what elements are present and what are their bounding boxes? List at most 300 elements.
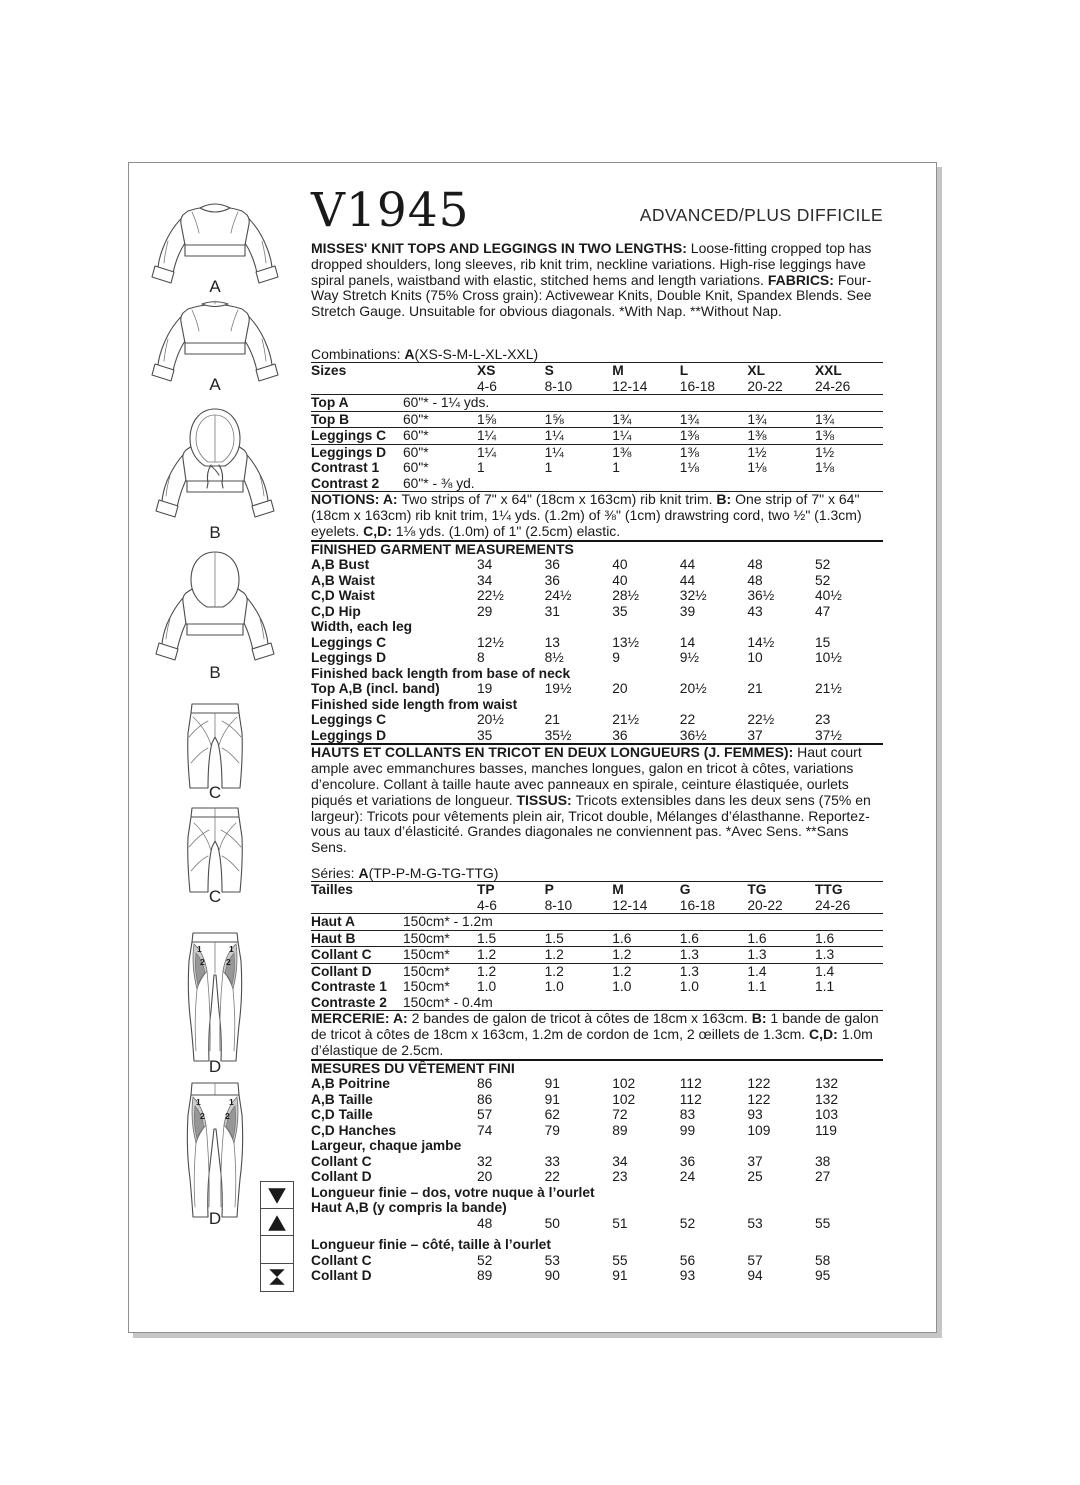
table-row <box>311 1092 883 1108</box>
row-label: C,D Taille <box>311 1107 373 1123</box>
row-label: Haut B <box>311 930 356 946</box>
yardage-span-value: 60"* - ⅜ yd. <box>403 475 475 491</box>
row-label: Leggings D <box>311 650 387 666</box>
measurement-value: 102 <box>612 1091 636 1107</box>
text-segment: Loose-fitting cropped top has dropped shoulders, long sleeves, rib knit trim, neckline variations. High-rise leggings have spiral panels, waistband with elastic, stitched hems and length variations. <box>311 240 872 288</box>
panel-number: 2 <box>226 957 231 967</box>
sketch-top-a-back <box>149 291 281 394</box>
measurement-value: 35½ <box>544 727 572 743</box>
measurement-value: 24 <box>679 1169 696 1185</box>
finished-measurements-title-en: FINISHED GARMENT MEASUREMENTS <box>311 540 574 557</box>
size-column-header <box>747 882 815 913</box>
row-label: Collant C <box>311 947 372 963</box>
measurement-value: 90 <box>544 1268 560 1284</box>
text-segment: Two strips of 7" x 64" (18cm x 163cm) rib knit trim. <box>401 491 717 508</box>
table-row <box>311 1123 883 1139</box>
text-segment: A: <box>382 491 402 508</box>
row-label: Leggings C <box>311 428 387 444</box>
yardage-value: 1.4 <box>814 963 835 979</box>
garment-view-label: D <box>208 1209 222 1228</box>
measurement-value: 72 <box>612 1107 628 1123</box>
yardage-value: 1.1 <box>747 979 767 995</box>
leggings-c-back-drawing <box>149 803 281 899</box>
down-triangle-icon <box>260 1181 294 1210</box>
cropped-hoodie-front-drawing <box>149 406 281 541</box>
size-header-label: Tailles <box>311 882 353 898</box>
measurement-value: 23 <box>814 712 831 728</box>
measurement-value: 50 <box>544 1215 560 1231</box>
yardage-value: 1 <box>612 460 620 476</box>
table-row <box>311 1138 883 1154</box>
yardage-table-french <box>311 881 883 1011</box>
yardage-value: 1¼ <box>544 428 564 444</box>
size-range: 4-6 <box>477 897 497 913</box>
measurement-value: 51 <box>612 1215 628 1231</box>
measurement-value: 112 <box>679 1076 702 1092</box>
measurement-value: 37½ <box>814 727 842 743</box>
panel-number: 1 <box>197 944 202 954</box>
table-row <box>311 964 883 980</box>
size-code: TP <box>477 882 495 898</box>
size-range: 8-10 <box>544 378 573 394</box>
measurement-value: 34 <box>477 572 493 588</box>
size-range: 4-6 <box>477 378 497 394</box>
pattern-envelope-back <box>128 162 937 1333</box>
yardage-value: 1.6 <box>814 930 835 946</box>
size-range: 20-22 <box>747 378 783 394</box>
text-segment: One strip of 7" x 64" (18cm x 163cm) rib knit trim, 1¼ yds. (1.2m) of ⅜" (1cm) drawstring cord, two ½" (1.3cm) eyelets. <box>311 491 862 540</box>
fabric-width: 60"* <box>403 460 429 476</box>
row-label: Haut A <box>311 914 355 930</box>
row-label: Leggings C <box>311 712 387 728</box>
row-label: C,D Hip <box>311 603 361 619</box>
table-row <box>311 947 883 963</box>
sketch-hoodie-b-back <box>149 549 281 681</box>
size-range: 24-26 <box>814 897 851 913</box>
text-segment: 1.0m d’élastique de 2.5cm. <box>311 1026 873 1059</box>
yardage-value: 1.3 <box>814 947 835 963</box>
size-header-label: Sizes <box>311 363 347 379</box>
measurement-value: 52 <box>814 557 831 573</box>
row-label: Top A <box>311 395 349 411</box>
yardage-value: 1.4 <box>747 963 767 979</box>
measurement-value: 55 <box>612 1252 628 1268</box>
measurement-value: 14 <box>679 634 696 650</box>
yardage-value: 1⅛ <box>679 460 699 476</box>
size-column-header <box>680 363 748 394</box>
measurement-value: 13½ <box>612 634 640 650</box>
measurement-value: 36 <box>679 1153 696 1169</box>
measurement-value: 35 <box>477 727 493 743</box>
table-row <box>311 460 883 476</box>
yardage-value: 1¾ <box>814 411 835 427</box>
measurement-value: 109 <box>747 1122 771 1138</box>
text-segment: Combinations: <box>311 345 405 362</box>
garment-view-label: A <box>209 277 221 296</box>
masthead <box>311 183 883 238</box>
size-range: 16-18 <box>679 378 716 394</box>
measurement-value: 52 <box>814 572 831 588</box>
table-row <box>311 1076 883 1092</box>
row-label: C,D Waist <box>311 588 375 604</box>
garment-view-label: A <box>209 375 221 394</box>
size-code: G <box>679 882 691 898</box>
measurement-value: 79 <box>544 1122 560 1138</box>
text-segment: HAUTS ET COLLANTS EN TRICOT EN DEUX LONGUEURS (J. FEMMES): <box>311 744 798 761</box>
size-column-header <box>612 363 680 394</box>
measurement-value: 10 <box>747 650 763 666</box>
yardage-value: 1.0 <box>679 979 699 995</box>
measurement-value: 12½ <box>477 634 504 650</box>
measurement-value: 103 <box>814 1107 838 1123</box>
section-label: Finished side length from waist <box>311 696 518 712</box>
measurement-value: 93 <box>679 1268 696 1284</box>
nap-symbol-legend <box>260 1181 294 1292</box>
measurement-value: 21 <box>747 681 763 697</box>
measurement-value: 20 <box>612 681 628 697</box>
yardage-value: 1.6 <box>612 930 632 946</box>
yardage-value: 1⅜ <box>612 444 632 460</box>
size-range: 16-18 <box>679 897 716 913</box>
measurement-value: 122 <box>747 1091 771 1107</box>
table-row <box>311 650 883 666</box>
table-row <box>311 573 883 589</box>
measurement-value: 8 <box>477 650 485 666</box>
text-segment: Tricots extensibles dans les deux sens (75% en largeur): Tricots pour vêtements plein air, Tricot double, Mélanges d’élasthanne. Reportez-vous au taux d’élasticité. Grandes diagonales ne conviennent pas. *Avec Sens. **Sans Sens. <box>311 791 871 856</box>
notions-paragraph <box>311 492 883 539</box>
sketch-leggings-c-front <box>149 699 281 802</box>
measurement-value: 23 <box>612 1169 628 1185</box>
measurement-value: 34 <box>477 557 493 573</box>
size-column-header <box>815 882 883 913</box>
panel-number: 1 <box>229 1097 234 1107</box>
row-label: Contraste 1 <box>311 979 387 995</box>
table-row <box>311 428 883 444</box>
measurement-value: 102 <box>612 1076 636 1092</box>
measurement-value: 58 <box>814 1252 831 1268</box>
size-range: 12-14 <box>612 897 648 913</box>
measurement-value: 25 <box>747 1169 763 1185</box>
size-column-header <box>612 882 680 913</box>
measurement-value: 94 <box>747 1268 763 1284</box>
measurement-value: 21 <box>544 712 560 728</box>
measurement-value: 53 <box>747 1215 763 1231</box>
yardage-value: 1.2 <box>477 947 497 963</box>
yardage-value: 1⅜ <box>679 444 699 460</box>
measurement-value: 35 <box>612 603 628 619</box>
measurement-value: 89 <box>477 1268 493 1284</box>
measurement-value: 44 <box>679 557 696 573</box>
pattern-number: V1945 <box>311 183 470 238</box>
fabric-width: 60"* <box>403 428 429 444</box>
measurement-value: 15 <box>814 634 831 650</box>
row-label: Collant D <box>311 963 372 979</box>
series-line <box>311 866 883 882</box>
measurement-value: 36 <box>544 572 560 588</box>
measurement-value: 74 <box>477 1122 493 1138</box>
size-range: 12-14 <box>612 378 648 394</box>
fabric-width: 150cm* <box>403 947 450 963</box>
size-column-header <box>545 882 613 913</box>
combinations-line <box>311 347 883 363</box>
section-label: Haut A,B (y compris la bande) <box>311 1200 507 1216</box>
table-row <box>311 1185 883 1201</box>
section-label: Largeur, chaque jambe <box>311 1138 462 1154</box>
yardage-value: 1.0 <box>544 979 564 995</box>
garment-view-label: B <box>209 523 221 542</box>
row-label: A,B Waist <box>311 572 375 588</box>
size-column-header <box>477 882 545 913</box>
row-label: Top A,B (incl. band) <box>311 681 440 697</box>
measurement-value: 32 <box>477 1153 493 1169</box>
row-label: Top B <box>311 411 350 427</box>
table-row <box>311 476 883 492</box>
measurement-value: 48 <box>477 1215 493 1231</box>
text-segment: B: <box>716 491 736 508</box>
table-row <box>311 712 883 728</box>
measurement-value: 91 <box>544 1076 560 1092</box>
measurement-value: 95 <box>814 1268 831 1284</box>
measurement-value: 37 <box>747 727 763 743</box>
row-label: C,D Hanches <box>311 1122 397 1138</box>
measurement-value: 89 <box>612 1122 628 1138</box>
measurement-value: 33 <box>544 1153 560 1169</box>
yardage-value: 1¾ <box>612 411 632 427</box>
text-segment: A: <box>392 1010 412 1027</box>
measurement-value: 36 <box>544 557 560 573</box>
garment-view-label: D <box>208 1057 222 1076</box>
text-segment: 1⅛ yds. (1.0m) of 1" (2.5cm) elastic. <box>395 523 621 540</box>
size-column-header <box>747 363 815 394</box>
panel-number: 2 <box>200 1111 205 1121</box>
measurement-value: 39 <box>679 603 696 619</box>
yardage-value: 1¼ <box>612 428 632 444</box>
measurement-value: 36½ <box>679 727 707 743</box>
yardage-value: 1.2 <box>544 963 564 979</box>
sketch-leggings-c-back <box>149 803 281 906</box>
panel-number: 2 <box>200 957 205 967</box>
measurement-value: 44 <box>679 572 696 588</box>
size-code: S <box>544 363 554 379</box>
measurement-value: 132 <box>814 1076 838 1092</box>
finished-measurements-title-fr: MESURES DU VÊTEMENT FINI <box>311 1059 515 1076</box>
text-segment: Haut court ample avec emmanchures basses, manches longues, galon en tricot à côtes, variations d’encolure. Collant à taille haute avec panneaux en spirale, ceinture élastiquée, ourlets piqués et variations de longueur. <box>311 744 862 808</box>
row-label: Leggings C <box>311 634 387 650</box>
yardage-value: 1.3 <box>679 947 699 963</box>
yardage-value: 1.0 <box>612 979 632 995</box>
fabric-width: 150cm* <box>403 979 450 995</box>
yardage-value: 1 <box>477 460 485 476</box>
table-row <box>311 1216 883 1232</box>
cropped-hoodie-back-drawing <box>149 549 281 681</box>
size-column-header <box>545 363 613 394</box>
table-row <box>311 1107 883 1123</box>
yardage-value: 1.2 <box>477 963 497 979</box>
measurement-value: 57 <box>747 1252 763 1268</box>
yardage-span-value: 150cm* - 1.2m <box>403 914 493 930</box>
measurement-value: 34 <box>612 1153 628 1169</box>
measurement-value: 31 <box>544 603 560 619</box>
measurement-value: 36½ <box>747 588 775 604</box>
table-row <box>311 1253 883 1269</box>
yardage-value: 1.2 <box>544 947 564 963</box>
table-row <box>311 1200 883 1216</box>
row-label: Leggings D <box>311 727 387 743</box>
row-label: Contrast 1 <box>311 460 380 476</box>
text-segment: A <box>404 345 415 362</box>
text-segment: FABRICS: <box>767 271 838 288</box>
table-row <box>311 728 883 744</box>
yardage-value: 1⅛ <box>747 460 767 476</box>
measurement-value: 91 <box>612 1268 628 1284</box>
table-row <box>311 882 883 913</box>
yardage-value: 1⅛ <box>814 460 835 476</box>
size-code: M <box>612 363 624 379</box>
measurement-value: 37 <box>747 1153 763 1169</box>
measurement-value: 32½ <box>679 588 707 604</box>
size-range: 8-10 <box>544 897 573 913</box>
measurement-value: 22½ <box>477 588 504 604</box>
measurement-value: 43 <box>747 603 763 619</box>
sketch-top-a-front <box>149 193 281 296</box>
sketch-leggings-d-front <box>149 929 281 1076</box>
measurement-value: 24½ <box>544 588 572 604</box>
table-row <box>311 363 883 394</box>
size-range: 24-26 <box>814 378 851 394</box>
text-segment: (XS-S-M-L-XL-XXL) <box>414 345 539 362</box>
measurement-value: 86 <box>477 1091 493 1107</box>
size-code: XL <box>747 363 766 379</box>
measurement-value: 132 <box>814 1091 838 1107</box>
measurement-value: 40 <box>612 557 628 573</box>
table-row <box>311 557 883 573</box>
section-label: Width, each leg <box>311 619 413 635</box>
text-column <box>311 185 883 1284</box>
yardage-value: 1.2 <box>612 963 632 979</box>
yardage-value: 1½ <box>747 444 767 460</box>
yardage-value: 1¼ <box>477 444 497 460</box>
measurement-value: 10½ <box>814 650 842 666</box>
table-row <box>311 979 883 995</box>
text-segment: C,D: <box>809 1026 842 1043</box>
table-row <box>311 588 883 604</box>
table-row <box>311 395 883 411</box>
measurement-value: 22½ <box>747 712 775 728</box>
table-row <box>311 1268 883 1284</box>
yardage-value: 1.3 <box>679 963 699 979</box>
yardage-value: 1⅜ <box>679 428 699 444</box>
row-label: Contrast 2 <box>311 475 380 491</box>
measurement-value: 122 <box>747 1076 771 1092</box>
size-column-header <box>477 363 545 394</box>
size-code: TTG <box>814 882 843 898</box>
table-row <box>311 1169 883 1185</box>
text-segment: TISSUS: <box>516 791 576 808</box>
size-column-header <box>815 363 883 394</box>
measurement-value: 27 <box>814 1169 831 1185</box>
yardage-value: 1¼ <box>477 428 497 444</box>
section-label: Longueur finie – dos, votre nuque à l’ourlet <box>311 1184 595 1200</box>
measurement-value: 83 <box>679 1107 696 1123</box>
measurement-value: 22 <box>544 1169 560 1185</box>
section-label: Finished back length from base of neck <box>311 665 571 681</box>
measurement-value: 47 <box>814 603 831 619</box>
measurement-value: 19 <box>477 681 493 697</box>
yardage-value: 1⅝ <box>544 411 564 427</box>
panel-number: 1 <box>229 944 234 954</box>
table-row <box>311 1237 883 1253</box>
leggings-d-front-drawing <box>149 929 281 1071</box>
section-label: Longueur finie – côté, taille à l’ourlet <box>311 1237 551 1253</box>
measurement-value: 20 <box>477 1169 493 1185</box>
fabric-width: 60"* <box>403 411 429 427</box>
size-code: XXL <box>814 363 842 379</box>
measurement-value: 52 <box>679 1215 696 1231</box>
yardage-span-value: 150cm* - 0.4m <box>403 994 493 1010</box>
row-label: Collant C <box>311 1252 372 1268</box>
yardage-value: 1¾ <box>747 411 767 427</box>
yardage-span-value: 60"* - 1¼ yds. <box>403 395 490 411</box>
measurement-value: 21½ <box>814 681 842 697</box>
finished-measurements-table-fr <box>311 1076 883 1284</box>
measurement-value: 9½ <box>679 650 699 666</box>
measurement-value: 112 <box>679 1091 702 1107</box>
table-row <box>311 681 883 697</box>
size-code: P <box>544 882 554 898</box>
yardage-value: 1 <box>544 460 553 476</box>
text-segment: MISSES' KNIT TOPS AND LEGGINGS IN TWO LENGTHS: <box>311 240 691 256</box>
table-row <box>311 914 883 930</box>
size-range: 20-22 <box>747 897 783 913</box>
yardage-value: 1⅜ <box>814 428 835 444</box>
measurement-value: 99 <box>679 1122 696 1138</box>
measurement-value: 53 <box>544 1252 560 1268</box>
mercerie-paragraph <box>311 1011 883 1058</box>
table-row <box>311 635 883 651</box>
finished-measurements-table-en <box>311 557 883 743</box>
measurement-value: 29 <box>477 603 493 619</box>
measurement-value: 36 <box>612 727 628 743</box>
fabric-width: 150cm* <box>403 963 450 979</box>
text-segment: (TP-P-M-G-TG-TTG) <box>368 864 499 881</box>
table-row <box>311 604 883 620</box>
row-label: A,B Taille <box>311 1091 373 1107</box>
table-row <box>311 1154 883 1170</box>
measurement-value: 40½ <box>814 588 842 604</box>
table-row <box>311 445 883 461</box>
panel-number: 1 <box>196 1097 201 1107</box>
sketch-hoodie-b-front <box>149 406 281 541</box>
measurement-value: 20½ <box>679 681 707 697</box>
yardage-value: 1.0 <box>477 979 497 995</box>
yardage-value: 1.5 <box>477 930 497 946</box>
yardage-value: 1½ <box>814 444 835 460</box>
leggings-c-front-drawing <box>149 699 281 795</box>
size-code: M <box>612 882 624 898</box>
text-segment: Four-Way Stretch Knits (75% Cross grain): Activewear Knits, Double Knit, Spandex Blends. See Stretch Gauge. Unsuitable for obvious diagonals. *With Nap. **Without Nap. <box>311 271 872 320</box>
measurement-value: 13 <box>544 634 560 650</box>
measurement-value: 55 <box>814 1215 831 1231</box>
measurement-value: 56 <box>679 1252 696 1268</box>
measurement-value: 14½ <box>747 634 775 650</box>
garment-view-label: C <box>208 783 222 802</box>
text-segment: MERCERIE: <box>311 1010 393 1027</box>
text-segment: B: <box>751 1010 771 1027</box>
yardage-value: 1.6 <box>679 930 699 946</box>
yardage-value: 1⅝ <box>477 411 497 427</box>
text-segment: Séries: <box>311 864 359 881</box>
measurement-value: 9 <box>612 650 620 666</box>
